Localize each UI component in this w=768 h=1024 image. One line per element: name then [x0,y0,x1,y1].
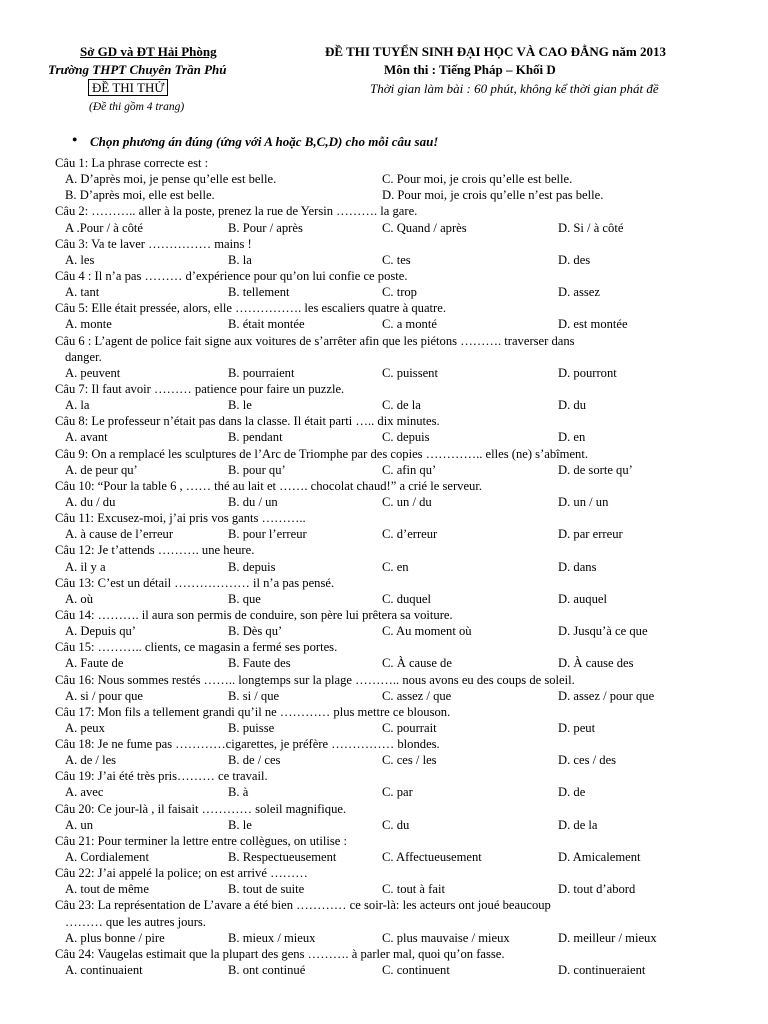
answer-option[interactable]: B. le [228,398,252,413]
options-row [55,316,745,332]
answer-option[interactable]: B. Dès qu’ [228,624,283,639]
options-row [55,559,745,575]
question-text: Câu 12: Je t’attends ………. une heure. [55,543,255,558]
question-text: Câu 9: On a remplacé les sculptures de l’Arc de Triomphe par des copies ………….. elles (ne) s’abîment. [55,446,588,461]
instruction [72,134,439,150]
answer-option[interactable]: A. où [65,591,93,606]
answer-option[interactable]: D. par erreur [558,527,623,542]
answer-option[interactable]: D. de [558,785,586,800]
options-row [55,220,745,236]
answer-option[interactable]: C. de la [382,398,421,413]
question-item [55,155,745,203]
answer-option[interactable]: D. du [558,398,586,413]
pages-note: (Đề thi gồm 4 trang) [89,101,185,113]
question-item [55,268,745,300]
answer-option[interactable]: A. du / du [65,494,116,509]
answer-option[interactable]: D. en [558,430,586,445]
options-row [55,784,745,800]
options-row [55,397,745,413]
question-text: Câu 6 : L’agent de police fait signe aux voitures de s’arrêter afin que les piétons ………. traverser dans [55,333,575,348]
question-item [55,897,745,945]
school-name: Trường THPT Chuyên Trần Phú [48,62,227,77]
options-row [55,365,745,381]
question-item [55,413,745,445]
question-text: Câu 21: Pour terminer la lettre entre collègues, on utilise : [55,833,348,848]
answer-option[interactable]: C. un / du [382,494,432,509]
options-row [55,655,745,671]
question-text: Câu 3: Va te laver …………… mains ! [55,236,252,251]
answer-option[interactable]: A. de peur qu’ [65,462,138,477]
answer-option[interactable]: C. afin qu’ [382,462,437,477]
answer-option[interactable]: D. Jusqu’à ce que [558,624,648,639]
answer-option[interactable]: A. plus bonne / pire [65,930,165,945]
options-row [55,720,745,736]
answer-option[interactable]: B. de / ces [228,753,281,768]
answer-option[interactable]: D. tout d’abord [558,882,636,897]
question-text: Câu 5: Elle était pressée, alors, elle ……………. les escaliers quatre à quatre. [55,301,446,316]
options-row [55,817,745,833]
options-row [55,462,745,478]
options-row [55,171,745,187]
options-row [55,526,745,542]
exam-title: ĐỀ THI TUYỂN SINH ĐẠI HỌC VÀ CAO ĐẲNG năm 2013 [325,44,666,59]
question-text: Câu 11: Excusez-moi, j’ai pris vos gants ……….. [55,511,306,526]
options-row [55,494,745,510]
answer-option[interactable]: A. avant [65,430,108,445]
answer-option[interactable]: C. trop [382,285,417,300]
answer-option[interactable]: B. Pour / après [228,220,303,235]
question-item [55,704,745,736]
question-text: Câu 24: Vaugelas estimait que la plupart des gens ………. à parler mal, quoi qu’on fasse. [55,946,505,961]
answer-option[interactable]: A. un [65,817,93,832]
question-item [55,639,745,671]
answer-option[interactable]: C. pourrait [382,720,437,735]
question-text: Câu 16: Nous sommes restés …….. longtemps sur la plage ……….. nous avons eu des coups de soleil. [55,672,575,687]
question-text: Câu 10: “Pour la table 6 , …… thé au lait et ……. chocolat chaud!” a crié le serveur. [55,478,482,493]
exam-time: Thời gian làm bài : 60 phút, không kể thời gian phát đề [370,81,659,96]
answer-option[interactable]: B. ont continué [228,963,306,978]
answer-option[interactable]: D. assez / pour que [558,688,655,703]
answer-option[interactable]: D. Amicalement [558,850,641,865]
options-row [55,849,745,865]
options-row [55,187,745,203]
answer-option[interactable]: A. peuvent [65,365,121,380]
question-text: Câu 7: Il faut avoir ……… patience pour faire un puzzle. [55,381,345,396]
answer-option[interactable]: C. Affectueusement [382,850,482,865]
question-item [55,236,745,268]
answer-option[interactable]: A. les [65,252,95,267]
question-item [55,865,745,897]
answer-option[interactable]: C. puissent [382,365,438,380]
answer-option[interactable]: D. Pour moi, je crois qu’elle n’est pas belle. [382,188,604,203]
department-name: Sở GD và ĐT Hải Phòng [80,44,217,59]
question-text: Câu 2: ……….. aller à la poste, prenez la rue de Yersin ………. la gare. [55,204,418,219]
answer-option[interactable]: C. tes [382,252,411,267]
answer-option[interactable]: A. D’après moi, je pense qu’elle est belle. [65,172,277,187]
question-text: Câu 23: La représentation de L’avare a été bien ………… ce soir-là: les acteurs ont joué beaucoup [55,898,551,913]
question-text: Câu 22: J’ai appelé la police; on est arrivé ……… [55,866,308,881]
options-row [55,752,745,768]
question-item [55,203,745,235]
exam-subject: Môn thi : Tiếng Pháp – Khối D [384,62,556,77]
question-item [55,768,745,800]
question-item [55,478,745,510]
answer-option[interactable]: A. Cordialement [65,850,149,865]
answer-option[interactable]: C. du [382,817,410,832]
question-text: Câu 19: J’ai été très pris……… ce travail. [55,769,268,784]
options-row [55,688,745,704]
exam-type-box: ĐỀ THI THỬ [88,79,168,96]
question-text: Câu 17: Mon fils a tellement grandi qu’il ne ………… plus mettre ce blouson. [55,704,451,719]
options-row [55,429,745,445]
answer-option[interactable]: D. des [558,252,591,267]
answer-option[interactable]: C. d’erreur [382,527,438,542]
question-item [55,333,745,381]
answer-option[interactable]: C. assez / que [382,688,452,703]
answer-option[interactable]: C. en [382,559,409,574]
answer-option[interactable]: A. monte [65,317,112,332]
options-row [55,962,745,978]
options-row [55,930,745,946]
answer-option[interactable]: B. pour l’erreur [228,527,307,542]
answer-option[interactable]: D. de la [558,817,598,832]
answer-option[interactable]: D. continueraient [558,963,646,978]
answer-option[interactable]: D. assez [558,285,600,300]
options-row [55,881,745,897]
answer-option[interactable]: A. à cause de l’erreur [65,527,174,542]
answer-option[interactable]: D. ces / des [558,753,617,768]
answer-option[interactable]: A. de / les [65,753,117,768]
answer-option[interactable]: C. a monté [382,317,437,332]
question-item [55,946,745,978]
question-text-continued: ……… que les autres jours. [65,914,206,929]
options-row [55,591,745,607]
exam-type-label [88,80,168,96]
question-text: Câu 8: Le professeur n’était pas dans la classe. Il était parti ….. dix minutes. [55,414,440,429]
answer-option[interactable]: B. si / que [228,688,280,703]
answer-option[interactable]: D. meilleur / mieux [558,930,657,945]
answer-option[interactable]: B. pour qu’ [228,462,286,477]
answer-option[interactable]: B. D’après moi, elle est belle. [65,188,215,203]
answer-option[interactable]: A. si / pour que [65,688,144,703]
question-item [55,607,745,639]
options-row [55,284,745,300]
answer-option[interactable]: A. Faute de [65,656,124,671]
question-item [55,446,745,478]
answer-option[interactable]: D. un / un [558,494,609,509]
question-list [55,155,745,978]
answer-option[interactable]: C. par [382,785,413,800]
answer-option[interactable]: B. depuis [228,559,276,574]
answer-option[interactable]: A. peux [65,720,105,735]
question-item [55,542,745,574]
question-item [55,833,745,865]
answer-option[interactable]: B. tout de suite [228,882,305,897]
answer-option[interactable]: D. auquel [558,591,607,606]
answer-option[interactable]: B. à [228,785,249,800]
answer-option[interactable]: A. continuaient [65,963,143,978]
question-item [55,672,745,704]
answer-option[interactable]: C. duquel [382,591,431,606]
options-row [55,252,745,268]
question-text: Câu 18: Je ne fume pas …………cigarettes, je préfère …………… blondes. [55,737,440,752]
answer-option[interactable]: B. mieux / mieux [228,930,316,945]
answer-option[interactable]: C. continuent [382,963,450,978]
answer-option[interactable]: D. peut [558,720,596,735]
question-text: Câu 1: La phrase correcte est : [55,156,209,170]
answer-option[interactable]: D. est montée [558,317,628,332]
answer-option[interactable]: A. tant [65,285,100,300]
answer-option[interactable]: A. tout de même [65,882,149,897]
question-item [55,381,745,413]
bullet-icon: ● [72,134,78,144]
answer-option[interactable]: C. À cause de [382,656,452,671]
answer-option[interactable]: D. de sorte qu’ [558,462,633,477]
answer-option[interactable]: B. le [228,817,252,832]
answer-option[interactable]: B. était montée [228,317,305,332]
question-item [55,575,745,607]
answer-option[interactable]: C. Pour moi, je crois qu’elle est belle. [382,172,573,187]
answer-option[interactable]: B. la [228,252,252,267]
question-text-continued: danger. [65,349,102,364]
options-row [55,623,745,639]
answer-option[interactable]: A. il y a [65,559,106,574]
answer-option[interactable]: A. avec [65,785,104,800]
answer-option[interactable]: B. tellement [228,285,290,300]
answer-option[interactable]: B. du / un [228,494,278,509]
answer-option[interactable]: C. tout à fait [382,882,445,897]
answer-option[interactable]: B. pendant [228,430,283,445]
answer-option[interactable]: B. pourraient [228,365,295,380]
answer-option[interactable]: B. que [228,591,261,606]
answer-option[interactable]: D. dans [558,559,597,574]
answer-option[interactable]: C. depuis [382,430,430,445]
answer-option[interactable]: C. ces / les [382,753,437,768]
question-text: Câu 14: ………. il aura son permis de conduire, son père lui prêtera sa voiture. [55,607,453,622]
answer-option[interactable]: B. Respectueusement [228,850,337,865]
answer-option[interactable]: A. Depuis qu’ [65,624,137,639]
answer-option[interactable]: B. Faute des [228,656,291,671]
question-text: Câu 15: ……….. clients, ce magasin a fermé ses portes. [55,640,338,655]
answer-option[interactable]: C. plus mauvaise / mieux [382,930,510,945]
answer-option[interactable]: D. À cause des [558,656,634,671]
answer-option[interactable]: D. pourront [558,365,617,380]
answer-option[interactable]: A .Pour / à côté [65,220,143,235]
instruction-text: Chọn phương án đúng (ứng với A hoặc B,C,D) cho mỗi câu sau! [90,134,439,149]
answer-option[interactable]: C. Au moment où [382,624,472,639]
answer-option[interactable]: B. puisse [228,720,275,735]
question-text: Câu 4 : Il n’a pas ……… d’expérience pour qu’on lui confie ce poste. [55,268,408,283]
question-item [55,736,745,768]
answer-option[interactable]: D. Si / à côté [558,220,624,235]
question-item [55,801,745,833]
question-item [55,300,745,332]
question-text: Câu 20: Ce jour-là , il faisait ………… soleil magnifique. [55,801,347,816]
answer-option[interactable]: C. Quand / après [382,220,467,235]
answer-option[interactable]: A. la [65,398,90,413]
question-text: Câu 13: C’est un détail ……………… il n’a pas pensé. [55,575,335,590]
question-item [55,510,745,542]
